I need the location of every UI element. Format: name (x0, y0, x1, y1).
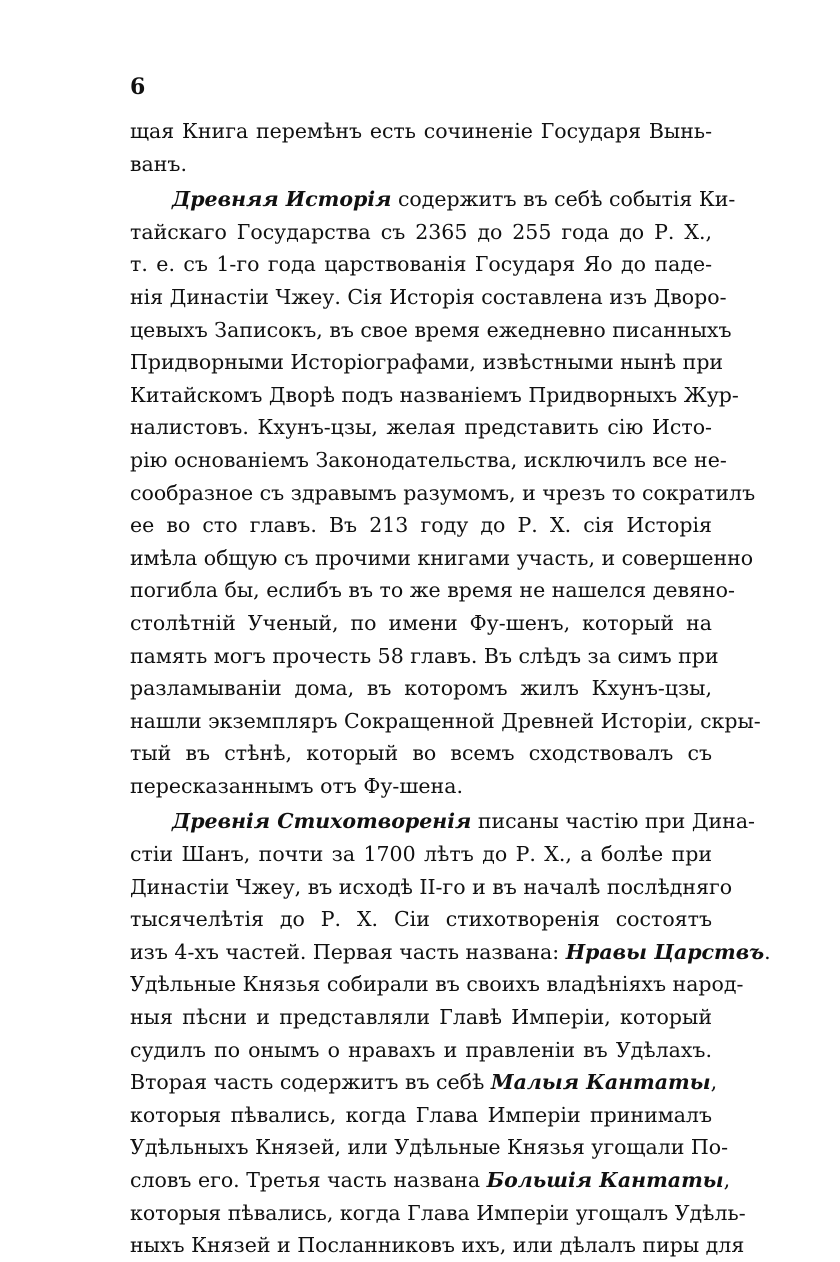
text-line: Придворными Исторіографами, извѣстными нынѣ при (130, 350, 724, 375)
paragraph (130, 115, 712, 180)
text-line: Китайскомъ Дворѣ подъ названіемъ Придворныхъ Жур- (130, 382, 739, 407)
text-line: Древняя Исторія содержитъ въ себѣ событія Ки- (172, 187, 736, 212)
text-line: ее во сто главъ. Въ 213 году до Р. Х. сія Исторія (130, 513, 712, 538)
text-line: щая Книга перемѣнъ есть сочиненіе Государя Вынь- (130, 119, 712, 143)
text-line: которыя пѣвались, когда Глава Имперіи принималъ (130, 1102, 712, 1127)
text-line: память могъ прочесть 58 главъ. Въ слѣдъ за симъ при (130, 643, 719, 668)
text-line: Удѣльные Князья собирали въ своихъ владѣніяхъ народ- (130, 972, 744, 997)
text-line: ныхъ Князей и Посланниковъ ихъ, или дѣлалъ пиры для (130, 1233, 745, 1258)
text-line: Удѣльныхъ Князей, или Удѣльные Князья угощали По- (130, 1135, 729, 1160)
text-line: погибла бы, еслибъ въ то же время не нашелся девяно- (130, 578, 735, 603)
text-line: Вторая часть содержитъ въ себѣ Малыя Кантаты, (130, 1070, 718, 1095)
paragraph (130, 183, 761, 802)
text-line: ванъ. (130, 151, 187, 176)
text-line: которыя пѣвались, когда Глава Имперіи угощалъ Удѣль- (130, 1200, 746, 1225)
text-line: рію основаніемъ Законодательства, исключилъ все не- (130, 447, 727, 472)
text-line: налистовъ. Кхунъ-цзы, желая представить сію Исто- (130, 415, 712, 440)
text-line: тайскаго Государства съ 2365 до 255 года до Р. Х., (130, 219, 712, 244)
text-line: ныя пѣсни и представляли Главѣ Имперіи, который (130, 1005, 712, 1030)
italic-term-small-cantatas: Малыя Кантаты (490, 1070, 711, 1095)
italic-term-great-cantatas: Большія Кантаты (486, 1168, 724, 1192)
italic-term-ancient-poems: Древнія Стихотворенія (172, 809, 472, 834)
text-line: изъ 4-хъ частей. Первая часть названа: Нравы Царствъ. (130, 939, 771, 964)
text-line: имѣла общую съ прочими книгами участь, и совершенно (130, 545, 754, 570)
paragraph (130, 805, 771, 1261)
italic-term-morals-of-kingdoms: Нравы Царствъ (565, 939, 765, 964)
text-line: т. е. съ 1-го года царствованія Государя Яо до паде- (130, 252, 712, 277)
text-line: тый въ стѣнѣ, который во всемъ сходствовалъ съ (130, 741, 712, 766)
italic-term-ancient-history: Древняя Исторія (172, 187, 392, 212)
page-number: 6 (130, 74, 146, 100)
text-line: тысячелѣтія до Р. Х. Сіи стихотворенія состоятъ (130, 907, 712, 932)
text-line: стіи Шанъ, почти за 1700 лѣтъ до Р. Х., а болѣе при (130, 842, 712, 867)
text-line: столѣтній Ученый, по имени Фу-шенъ, который на (130, 610, 712, 635)
text-line: пересказаннымъ отъ Фу-шена. (130, 773, 463, 798)
text-line: разламываніи дома, въ которомъ жилъ Кхунъ-цзы, (130, 676, 712, 701)
text-line: судилъ по онымъ о нравахъ и правленіи въ Удѣлахъ. (130, 1037, 712, 1062)
text-line: нашли экземпляръ Сокращенной Древней Исторіи, скры- (130, 708, 761, 733)
text-line: Древнія Стихотворенія писаны частію при Дина- (172, 809, 755, 834)
text-line: Династіи Чжеу, въ исходѣ II-го и въ началѣ послѣдняго (130, 874, 733, 899)
text-line: цевыхъ Записокъ, въ свое время ежедневно писанныхъ (130, 317, 732, 342)
text-line: словъ его. Третья часть названа Большія Кантаты, (130, 1168, 731, 1192)
text-line: нія Династіи Чжеу. Сія Исторія составлена изъ Дворо- (130, 284, 727, 309)
text-line: сообразное съ здравымъ разумомъ, и чрезъ то сократилъ (130, 480, 756, 505)
body-text (130, 115, 771, 1262)
